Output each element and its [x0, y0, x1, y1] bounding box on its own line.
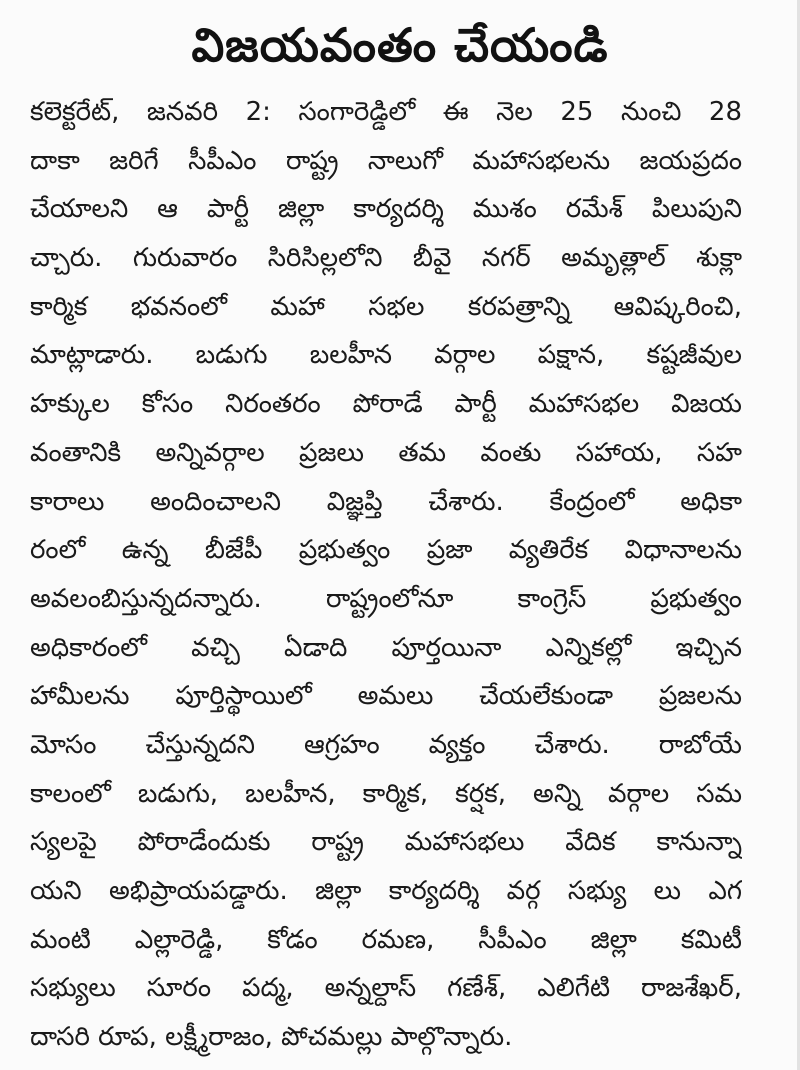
article-line: స్యలపై పోరాడేందుకు రాష్ట్ర మహాసభలు వేదిక కానున్నా [30, 827, 742, 858]
article-line: కార్మిక భవనంలో మహా సభల కరపత్రాన్ని ఆవిష్కరించి, [30, 291, 742, 322]
article-body [30, 88, 742, 1062]
article-line: చేయాలని ఆ పార్టీ జిల్లా కార్యదర్శి ముశం రమేశ్ పిలుపుని [30, 194, 742, 225]
article-line: సభ్యులు సూరం పద్మ, అన్నల్దాస్ గణేశ్, ఎలిగేటి రాజశేఖర్, [30, 973, 742, 1004]
article-line: చ్చారు. గురువారం సిరిసిల్లలోని బీవై నగర్ అమృత్లాల్ శుక్లా [30, 243, 742, 274]
article-line: రంలో ఉన్న బీజేపీ ప్రభుత్వం ప్రజా వ్యతిరేక విధానాలను [30, 535, 742, 566]
article-line: కాలంలో బడుగు, బలహీన, కార్మిక, కర్షక, అన్ని వర్గాల సమ [30, 778, 742, 809]
article-line: మాట్లాడారు. బడుగు బలహీన వర్గాల పక్షాన, కష్టజీవుల [30, 340, 742, 371]
article-line: వంతానికి అన్నివర్గాల ప్రజలు తమ వంతు సహాయ, సహ [30, 437, 742, 468]
article-line: కలెక్టరేట్, జనవరి 2: సంగారెడ్డిలో ఈ నెల 25 నుంచి 28 [30, 97, 742, 127]
article-line: యని అభిప్రాయపడ్డారు. జిల్లా కార్యదర్శి వర్గ సభ్యు లు ఎగ [30, 876, 742, 906]
headline: విజయవంతం చేయండి [191, 18, 609, 72]
article-line: హక్కుల కోసం నిరంతరం పోరాడే పార్టీ మహాసభల విజయ [30, 389, 742, 420]
article-line: దాసరి రూప, లక్ష్మీరాజం, పోచమల్లు పాల్గొన్నారు. [30, 1022, 513, 1053]
article-line: అవలంబిస్తున్నదన్నారు. రాష్ట్రంలోనూ కాంగ్రెస్ ప్రభుత్వం [30, 583, 742, 614]
article-line: కారాలు అందించాలని విజ్ఞప్తి చేశారు. కేంద్రంలో అధికా [30, 486, 742, 517]
article-line: దాకా జరిగే సీపీఎం రాష్ట్ర నాలుగో మహాసభలను జయప్రదం [30, 145, 742, 176]
article-line: అధికారంలో వచ్చి ఏడాది పూర్తయినా ఎన్నికల్లో ఇచ్చిన [30, 632, 742, 663]
article-line: మోసం చేస్తున్నదని ఆగ్రహం వ్యక్తం చేశారు. రాబోయే [30, 729, 742, 760]
article-line: హామీలను పూర్తిస్థాయిలో అమలు చేయలేకుండా ప్రజలను [30, 681, 742, 712]
article-line: మంటి ఎల్లారెడ్డి, కోడం రమణ, సీపీఎం జిల్లా కమిటీ [30, 924, 742, 955]
